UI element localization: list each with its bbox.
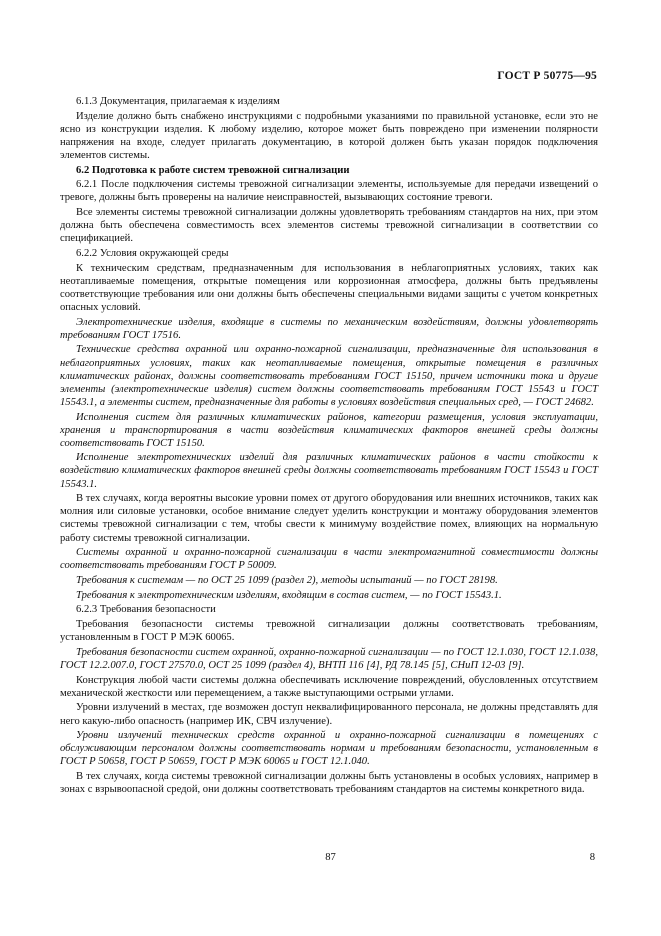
body-text bbox=[60, 95, 598, 798]
italic-paragraph: Технические средства охранной или охранно-пожарной сигнализации, предназначенные для использования в неблагоприятных условиях, таких как неотапливаемые помещения, открытые помещения в различных климатических районах, должны соответствовать требованиям ГОСТ 15150, причем источники тока и другие элементы (электротехнические изделия) систем должны соответствовать требованиям ГОСТ 15543 и ГОСТ 15543.1, а элементы систем, предназначенные для работы в условиях воздействия специальных сред, — ГОСТ 24682. bbox=[60, 344, 598, 408]
paragraph: Конструкция любой части системы должна обеспечивать исключение повреждений, обусловленных отсутствием механической жесткости или перемещением, а также выступающими острыми углами. bbox=[60, 674, 598, 699]
paragraph: 6.1.3 Документация, прилагаемая к изделиям bbox=[76, 96, 280, 107]
paragraph: Изделие должно быть снабжено инструкциями с подробными указаниями по правильной установке, если это не ясно из конструкции изделия. К любому изделию, которое может быть повреждено при изменении полярности напряжения на входе, следует прилагать документацию, в которой должен быть указан порядок подключения элементов системы. bbox=[60, 110, 598, 161]
paragraph: В тех случаях, когда вероятны высокие уровни помех от другого оборудования или внешних источников, таких как молния или силовые установки, особое внимание следует уделить конструкции и монтажу оборудования элементов системы тревожной сигнализации с тем, чтобы свести к минимуму воздействие помех, влияющих на нормальную работу системы тревожной сигнализации. bbox=[60, 493, 598, 544]
paragraph: К техническим средствам, предназначенным для использования в неблагоприятных условиях, таких как неотапливаемые помещения, открытые помещения или коррозионная атмосфера, должны быть предъявлены соответствующие требования или они должны быть обеспечены специальными видами защиты с учетом конкретных опасных условий. bbox=[60, 262, 598, 313]
paragraph: Требования безопасности системы тревожной сигнализации должны соответствовать требованиям, установленным в ГОСТ Р МЭК 60065. bbox=[60, 619, 598, 644]
italic-paragraph: Системы охранной и охранно-пожарной сигнализации в части электромагнитной совместимости должны соответствовать требованиям ГОСТ Р 50009. bbox=[60, 547, 598, 572]
italic-paragraph: Требования безопасности систем охранной, охранно-пожарной сигнализации — по ГОСТ 12.1.030, ГОСТ 12.1.038, ГОСТ 12.2.007.0, ГОСТ 27570.0, ОСТ 25 1099 (раздел 4), ВНТП 116 [4], РД 78.145 [5], СНиП 12-03 [9]. bbox=[60, 646, 598, 671]
italic-paragraph: Исполнение электротехнических изделий для различных климатических районов в части стойкости к воздействию климатических факторов внешней среды должны соответствовать требованиям ГОСТ 15543 и ГОСТ 15543.1. bbox=[60, 452, 598, 490]
paragraph: Все элементы системы тревожной сигнализации должны удовлетворять требованиям стандартов на них, при этом должна быть обеспечена совместимость всех элементов системы тревожной сигнализации в соответствии со спецификацией. bbox=[60, 207, 598, 245]
italic-paragraph: Требования к электротехническим изделиям, входящим в состав систем, — по ГОСТ 15543.1. bbox=[76, 589, 502, 601]
sheet-number: 8 bbox=[589, 852, 595, 863]
paragraph: Уровни излучений в местах, где возможен доступ неквалифицированного персонала, не должны представлять для него какую-либо опасность (например ИК, СВЧ излучение). bbox=[60, 702, 598, 727]
page-number: 87 bbox=[325, 852, 336, 863]
paragraph: 6.2.2 Условия окружающей среды bbox=[76, 248, 229, 259]
italic-paragraph: Уровни излучений технических средств охранной и охранно-пожарной сигнализации в помещениях с обслуживающим персоналом должны соответствовать нормам и требованиям безопасности, установленным в ГОСТ Р 50658, ГОСТ Р 50659, ГОСТ Р МЭК 60065 и ГОСТ 12.1.040. bbox=[60, 730, 598, 768]
paragraph: 6.2.1 После подключения системы тревожной сигнализации элементы, используемые для передачи извещений о тревоге, должны быть проверены на наличие неисправностей, вызывающих состояние тревоги. bbox=[60, 179, 598, 204]
italic-paragraph: Электротехнические изделия, входящие в системы по механическим воздействиям, должны удовлетворять требованиям ГОСТ 17516. bbox=[60, 316, 598, 341]
standard-header: ГОСТ Р 50775—95 bbox=[497, 70, 597, 82]
section-heading: 6.2 Подготовка к работе систем тревожной сигнализации bbox=[76, 164, 350, 176]
italic-paragraph: Требования к системам — по ОСТ 25 1099 (раздел 2), методы испытаний — по ГОСТ 28198. bbox=[76, 575, 498, 586]
paragraph: 6.2.3 Требования безопасности bbox=[76, 604, 216, 616]
italic-paragraph: Исполнения систем для различных климатических районов, категории размещения, условия эксплуатации, хранения и транспортирования в части воздействия климатических факторов внешней среды должны соответствовать ГОСТ 15150. bbox=[60, 411, 598, 449]
paragraph: В тех случаях, когда системы тревожной сигнализации должны быть установлены в особых условиях, например в зонах с взрывоопасной средой, они должны соответствовать требованиям стандартов на системы конкретного вида. bbox=[60, 771, 598, 796]
